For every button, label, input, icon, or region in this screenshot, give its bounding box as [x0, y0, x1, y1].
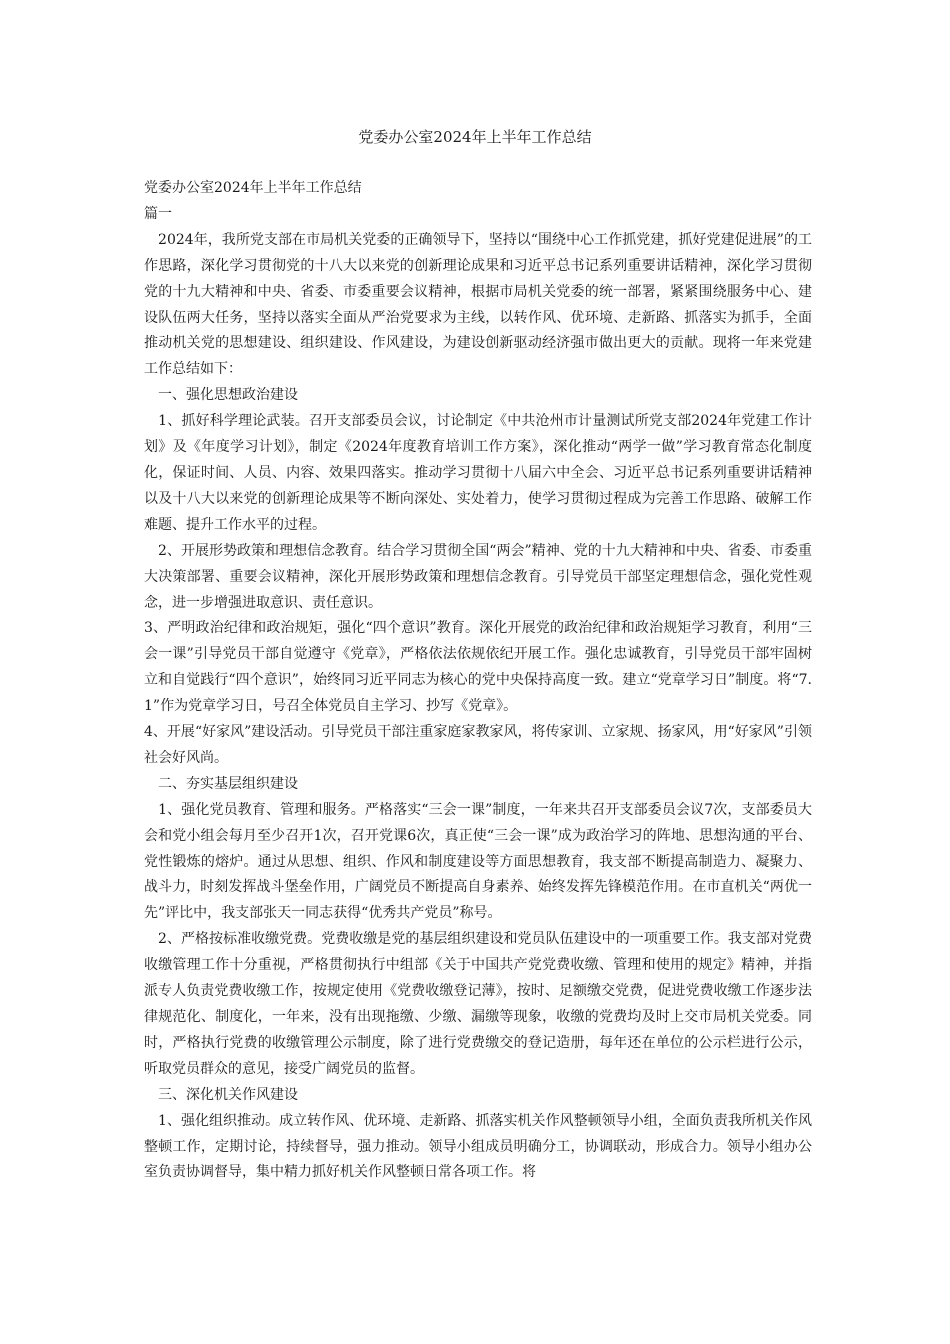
section-heading-3: 三、深化机关作风建设 — [144, 1086, 298, 1103]
intro-paragraph: 2024年，我所党支部在市局机关党委的正确领导下，坚持以“围绕中心工作抓党建，抓好党建促进展”的工作思路，深化学习贯彻党的十八大以来党的创新理论成果和习近平总书记系列重要讲话精神，深化学习贯彻党的十九大精神和中央、省委、市委重要会议精神，根据市局机关党委的统一部署，紧紧围绕服务中心、建设队伍两大任务，坚持以落实全面从严治党要求为主线，以转作风、优环境、走新路、抓落实为抓手，全面推动机关党的思想建设、组织建设、作风建设，为建设创新驱动经济强市做出更大的贡献。现将一年来党建工作总结如下： — [144, 231, 812, 378]
section-label: 篇一 — [144, 205, 172, 222]
paragraph-1-2: 2、开展形势政策和理想信念教育。结合学习贯彻全国“两会”精神、党的十九大精神和中央、省委、市委重大决策部署、重要会议精神，深化开展形势政策和理想信念教育。引导党员干部坚定理想信念，强化党性观念，进一步增强进取意识、责任意识。 — [144, 542, 812, 611]
paragraph-1-4: 4、开展“好家风”建设活动。引导党员干部注重家庭家教家风，将传家训、立家规、扬家风，用“好家风”引领社会好风尚。 — [144, 724, 812, 766]
paragraph-3-1: 1、强化组织推动。成立转作风、优环境、走新路、抓落实机关作风整顿领导小组，全面负责我所机关作风整顿工作，定期讨论，持续督导，强力推动。领导小组成员明确分工，协调联动，形成合力。领导小组办公室负责协调督导，集中精力抓好机关作风整顿日常各项工作。将 — [144, 1112, 812, 1181]
section-heading-2: 二、夯实基层组织建设 — [144, 775, 298, 792]
paragraph-1-3: 3、严明政治纪律和政治规矩，强化“四个意识”教育。深化开展党的政治纪律和政治规矩学习教育，利用“三会一课”引导党员干部自觉遵守《党章》，严格依法依规依纪开展工作。强化忠诚教育，引导党员干部牢固树立和自觉践行“四个意识”，始终同习近平同志为核心的党中央保持高度一致。建立“党章学习日”制度。将“7.1”作为党章学习日，号召全体党员自主学习、抄写《党章》。 — [144, 620, 812, 715]
document-title: 党委办公室2024年上半年工作总结 — [358, 128, 592, 146]
section-heading-1: 一、强化思想政治建设 — [144, 387, 298, 404]
paragraph-2-2: 2、严格按标准收缴党费。党费收缴是党的基层组织建设和党员队伍建设中的一项重要工作。我支部对党费收缴管理工作十分重视，严格贯彻执行中组部《关于中国共产党党费收缴、管理和使用的规定》精神，并指派专人负责党费收缴工作，按规定使用《党费收缴登记薄》，按时、足额缴交党费，促进党费收缴工作逐步法律规范化、制度化，一年来，没有出现拖缴、少缴、漏缴等现象，收缴的党费均及时上交市局机关党委。同时，严格执行党费的收缴管理公示制度，除了进行党费缴交的登记造册，每年还在单位的公示栏进行公示，听取党员群众的意见，接受广阔党员的监督。 — [144, 931, 812, 1077]
document-body — [144, 176, 812, 1186]
document-subtitle: 党委办公室2024年上半年工作总结 — [144, 180, 362, 196]
paragraph-1-1: 1、抓好科学理论武装。召开支部委员会议，讨论制定《中共沧州市计量测试所党支部2024年党建工作计划》及《年度学习计划》，制定《2024年度教育培训工作方案》，深化推动“两学一做”学习教育常态化制度化，保证时间、人员、内容、效果四落实。推动学习贯彻十八届六中全会、习近平总书记系列重要讲话精神以及十八大以来党的创新理论成果等不断向深处、实处着力，使学习贯彻过程成为完善工作思路、破解工作难题、提升工作水平的过程。 — [144, 413, 812, 533]
paragraph-2-1: 1、强化党员教育、管理和服务。严格落实“三会一课”制度，一年来共召开支部委员会议7次，支部委员大会和党小组会每月至少召开1次，召开党课6次，真正使“三会一课”成为政治学习的阵地、思想沟通的平台、党性锻炼的熔炉。通过从思想、组织、作风和制度建设等方面思想教育，我支部不断提高制造力、凝聚力、战斗力，时刻发挥战斗堡垒作用，广阔党员不断提高自身素养、始终发挥先锋模范作用。在市直机关“两优一先”评比中，我支部张天一同志获得“优秀共产党员”称号。 — [144, 801, 812, 922]
